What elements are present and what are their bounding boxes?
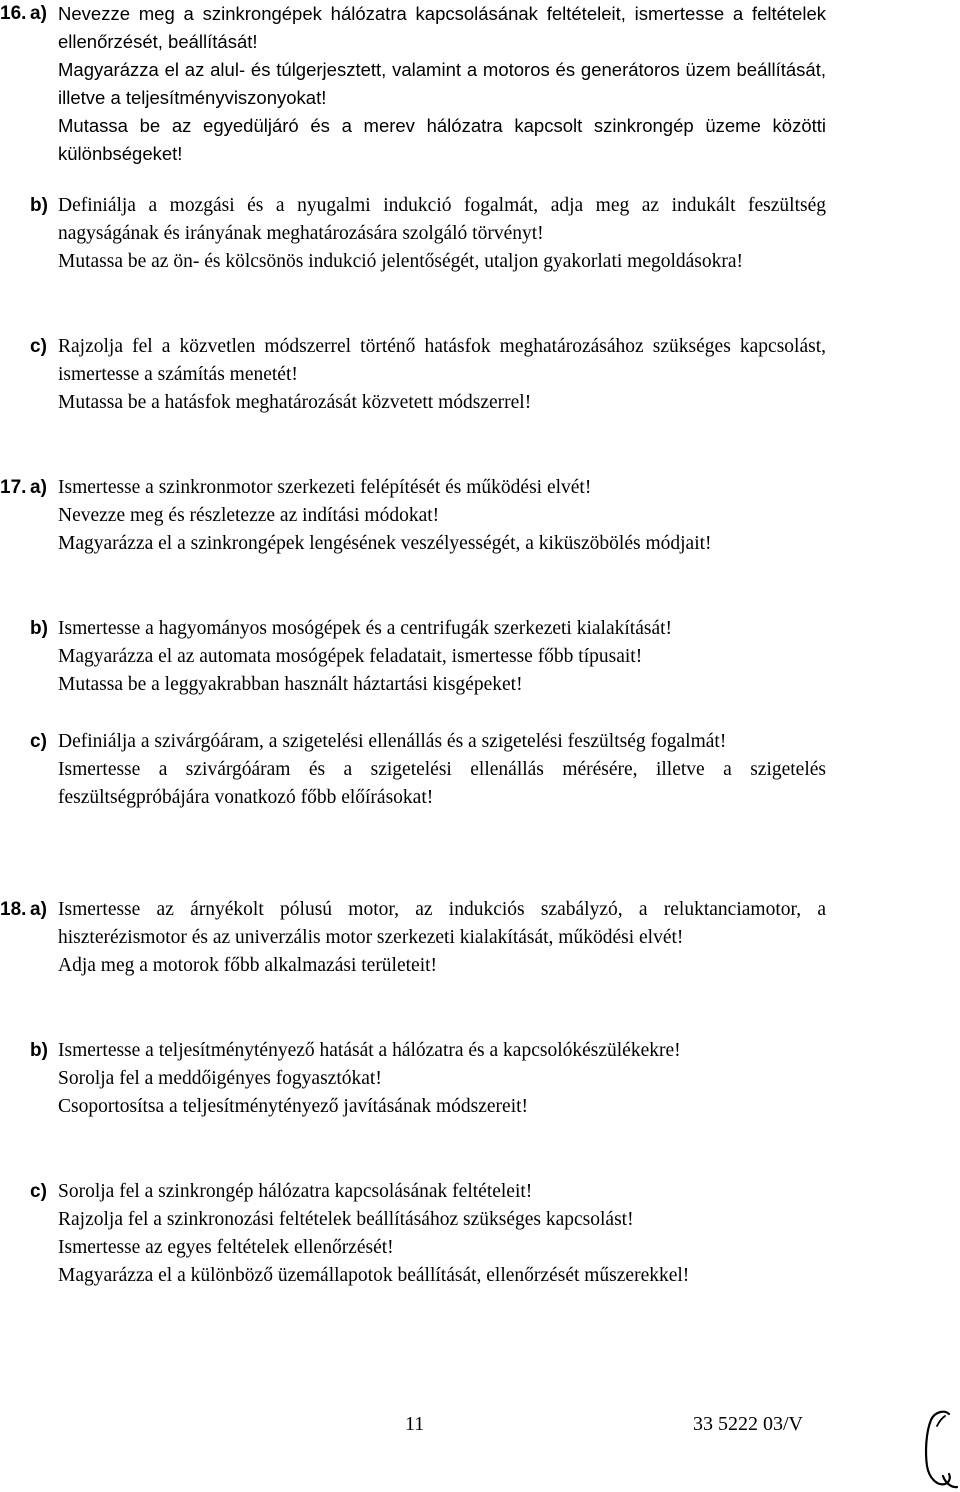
paragraph: Mutassa be az ön- és kölcsönös indukció jelentőségét, utaljon gyakorlati megoldásokra! — [58, 251, 744, 272]
subquestion-letter: b) — [30, 195, 48, 216]
paragraph: Ismertesse a hagyományos mosógépek és a centrifugák szerkezeti kialakítását! — [58, 618, 673, 639]
paragraph: Magyarázza el az alul- és túlgerjesztett, valamint a motoros és generátoros üzem beállítását, illetve a teljesítményviszonyokat! — [58, 59, 826, 108]
subquestion-text — [58, 192, 826, 276]
subquestion-text — [58, 728, 826, 812]
handwritten-signature — [915, 1408, 960, 1492]
paragraph: Rajzolja fel a szinkronozási feltételek beállításához szükséges kapcsolást! — [58, 1209, 634, 1230]
subquestion-letter: c) — [30, 1181, 47, 1202]
paragraph: Nevezze meg és részletezze az indítási módokat! — [58, 505, 440, 526]
question-number: 18. — [0, 899, 27, 920]
subquestion-letter: b) — [30, 1040, 48, 1061]
paragraph: Magyarázza el a szinkrongépek lengésének veszélyességét, a kiküszöbölés módjait! — [58, 533, 712, 554]
subquestion-letter: a) — [30, 477, 47, 498]
subquestion-letter: a) — [30, 3, 47, 24]
question-number: 16. — [0, 3, 27, 24]
paragraph: Ismertesse az árnyékolt pólusú motor, az indukciós szabályzó, a reluktanciamotor, a hiszterézismotor és az univerzális motor szerkezeti kialakítását, működési elvét! — [58, 899, 826, 948]
subquestion-text — [58, 615, 826, 699]
subquestion-letter: c) — [30, 731, 47, 752]
paragraph: Mutassa be a leggyakrabban használt háztartási kisgépeket! — [58, 674, 523, 695]
paragraph: Sorolja fel a szinkrongép hálózatra kapcsolásának feltételeit! — [58, 1181, 533, 1202]
paragraph: Rajzolja fel a közvetlen módszerrel történő hatásfok meghatározásához szükséges kapcsolást, ismertesse a számítás menetét! — [58, 336, 826, 385]
paragraph: Ismertesse a szivárgóáram és a szigetelési ellenállás mérésére, illetve a szigetelés feszültségpróbájára vonatkozó főbb előírásokat! — [58, 759, 826, 808]
paragraph: Mutassa be a hatásfok meghatározását közvetett módszerrel! — [58, 392, 532, 413]
paragraph: Csoportosítsa a teljesítménytényező javításának módszereit! — [58, 1096, 529, 1117]
subquestion-letter: c) — [30, 336, 47, 357]
subquestion-text — [58, 474, 826, 558]
paragraph: Ismertesse a szinkronmotor szerkezeti felépítését és működési elvét! — [58, 477, 592, 498]
subquestion-text — [58, 333, 826, 417]
paragraph: Magyarázza el az automata mosógépek feladatait, ismertesse főbb típusait! — [58, 646, 643, 667]
paragraph: Adja meg a motorok főbb alkalmazási területeit! — [58, 955, 438, 976]
document-code: 33 5222 03/V — [693, 1413, 803, 1435]
paragraph: Definiálja a mozgási és a nyugalmi indukció fogalmát, adja meg az indukált feszültség nagyságának és irányának meghatározására szolgáló törvényt! — [58, 195, 826, 244]
paragraph: Mutassa be az egyedüljáró és a merev hálózatra kapcsolt szinkrongép üzeme közötti különbségeket! — [58, 115, 826, 164]
subquestion-text — [58, 0, 826, 168]
subquestion-text — [58, 896, 826, 980]
question-number: 17. — [0, 477, 27, 498]
subquestion-letter: a) — [30, 899, 47, 920]
subquestion-text — [58, 1037, 826, 1121]
paragraph: Sorolja fel a meddőigényes fogyasztókat! — [58, 1068, 382, 1089]
paragraph: Nevezze meg a szinkrongépek hálózatra kapcsolásának feltételeit, ismertesse a feltételek ellenőrzését, beállítását! — [58, 3, 826, 52]
subquestion-text — [58, 1178, 826, 1290]
page-number: 11 — [405, 1413, 425, 1435]
paragraph: Ismertesse a teljesítménytényező hatását a hálózatra és a kapcsolókészülékekre! — [58, 1040, 681, 1061]
paragraph: Definiálja a szivárgóáram, a szigetelési ellenállás és a szigetelési feszültség fogalmát! — [58, 731, 727, 752]
paragraph: Ismertesse az egyes feltételek ellenőrzését! — [58, 1237, 394, 1258]
subquestion-letter: b) — [30, 618, 48, 639]
paragraph: Magyarázza el a különböző üzemállapotok beállítását, ellenőrzését műszerekkel! — [58, 1265, 690, 1286]
